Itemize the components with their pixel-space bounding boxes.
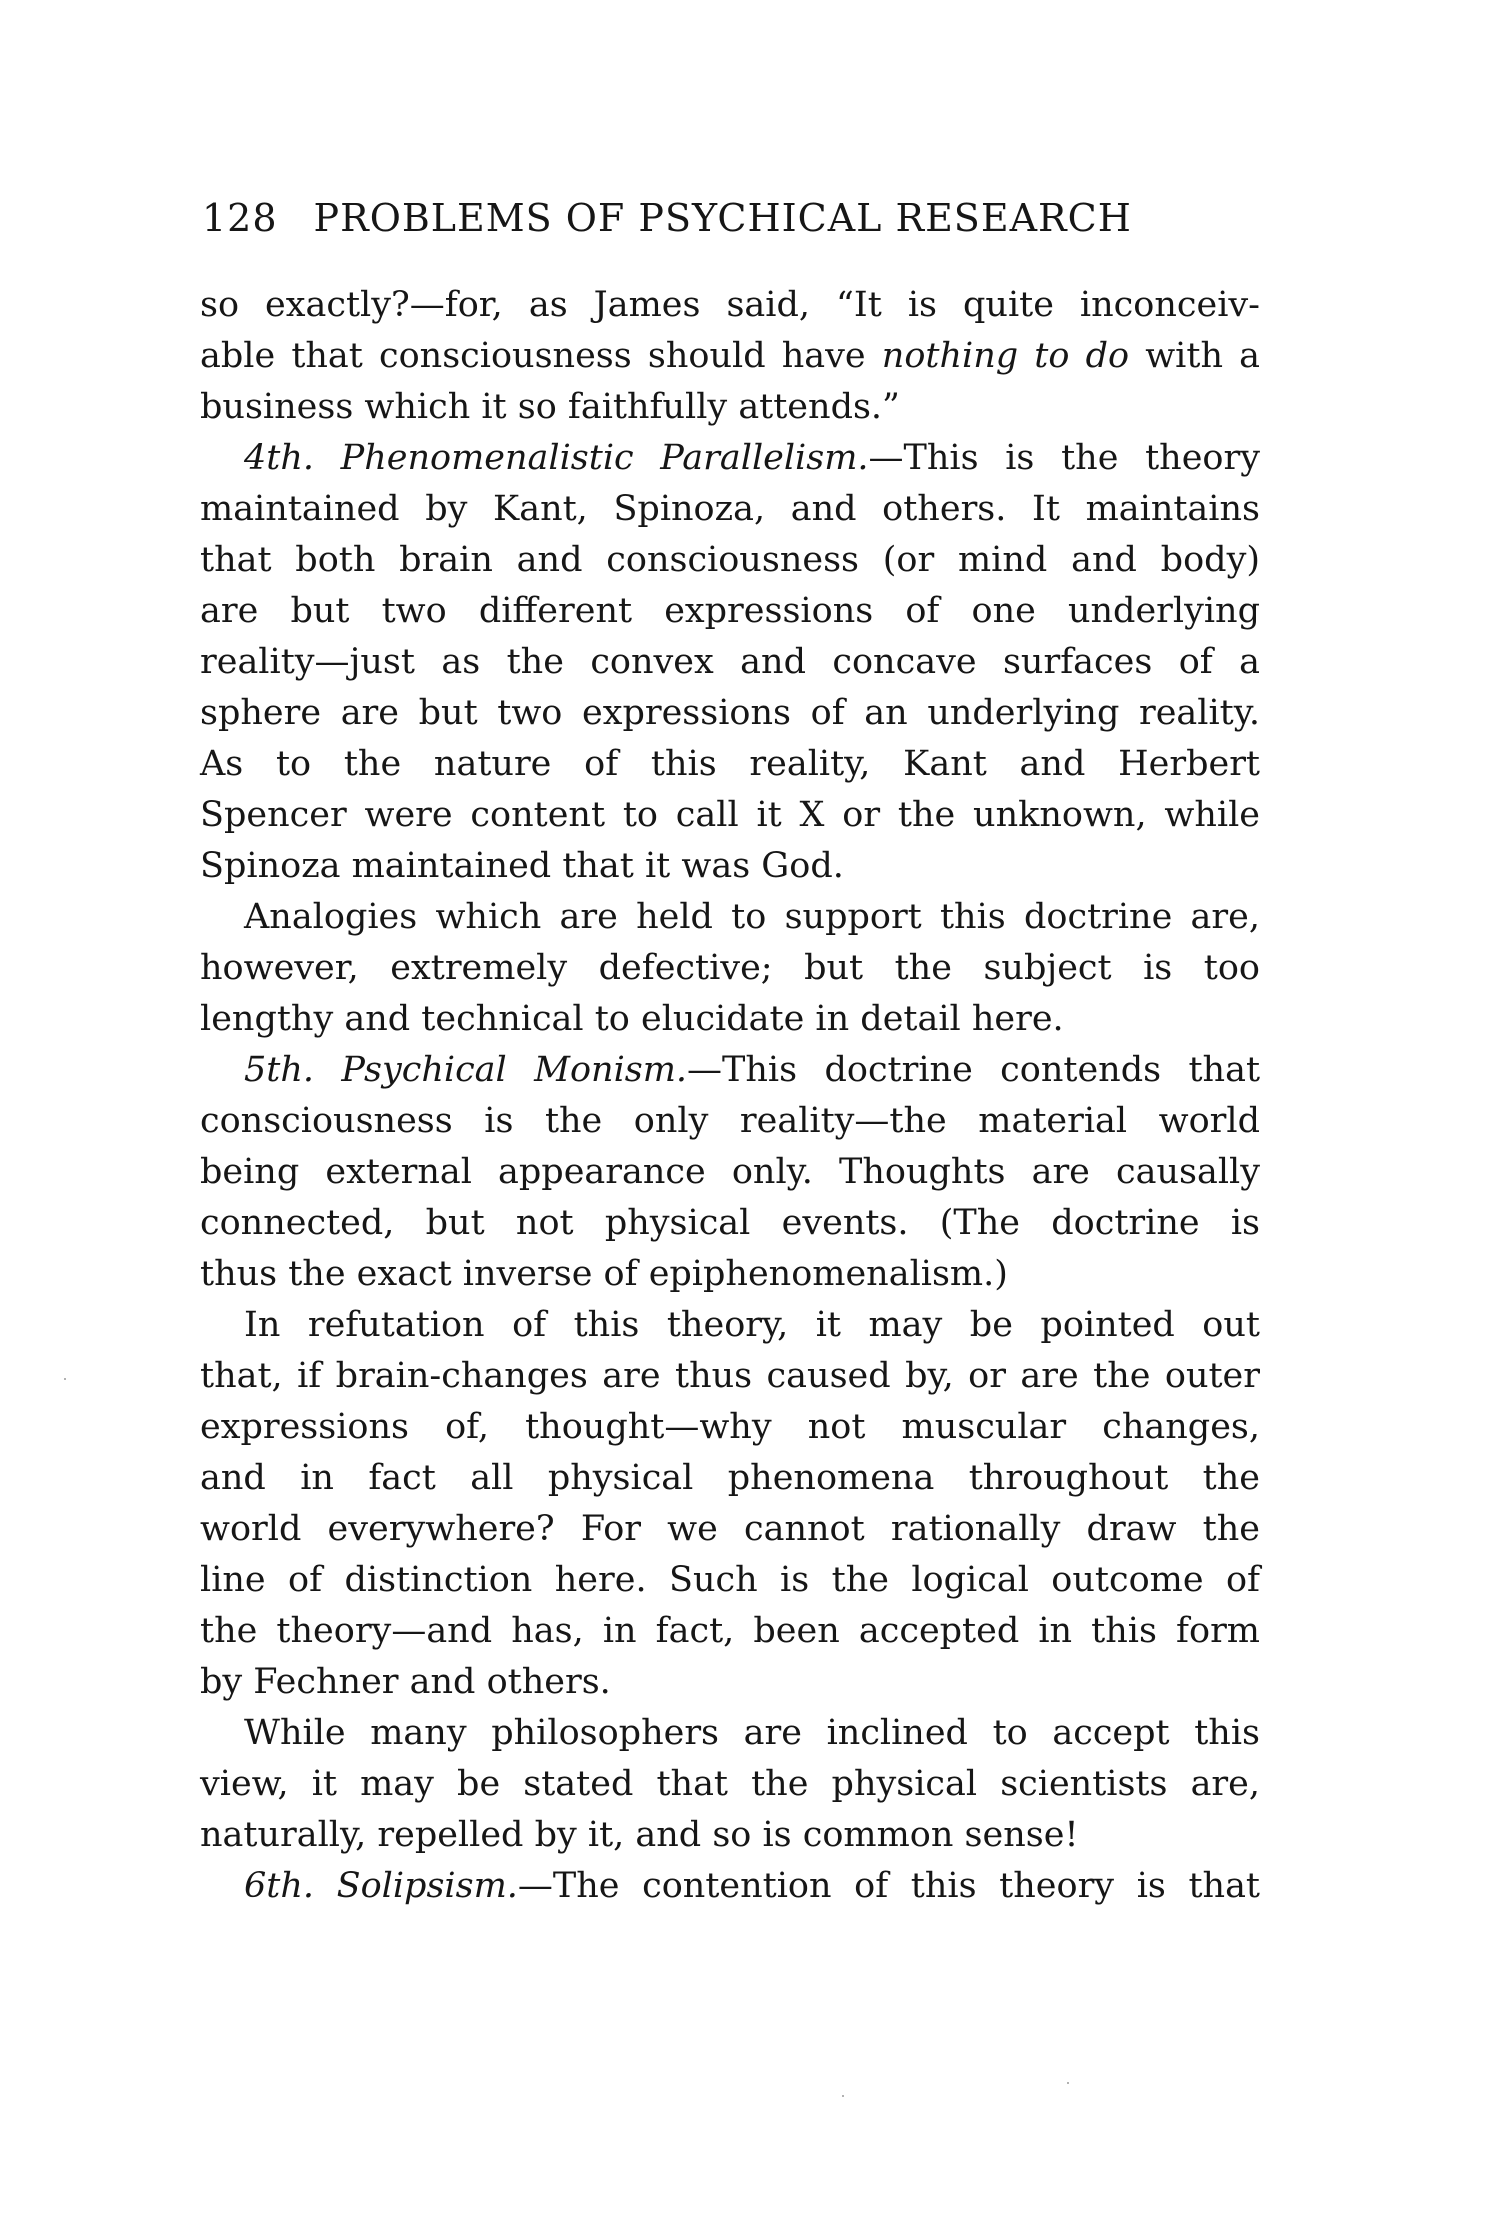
page-number: 128 [202, 196, 278, 240]
section-heading-line: 4th. Phenomenalistic Parallelism.—This is the theory [244, 438, 1260, 478]
text-line: expressions of, thought—why not muscular changes, [200, 1407, 1260, 1447]
text-line: business which it so faithfully attends.” [200, 387, 900, 427]
text-line: view, it may be stated that the physical scientists are, [200, 1764, 1260, 1804]
section-heading: 6th. Solipsism. [244, 1866, 518, 1906]
text-line: connected, but not physical events. (The doctrine is [200, 1203, 1260, 1243]
text-line: As to the nature of this reality, Kant and Herbert [200, 744, 1260, 784]
running-title: PROBLEMS OF PSYCHICAL RESEARCH [313, 196, 1132, 240]
section-heading: 4th. Phenomenalistic Parallelism. [244, 438, 869, 478]
text-line: Spinoza maintained that it was God. [200, 846, 844, 886]
paragraph-start-line: In refutation of this theory, it may be pointed out [244, 1305, 1260, 1345]
text-line: that both brain and consciousness (or mind and body) [200, 540, 1260, 580]
text-line: reality—just as the convex and concave surfaces of a [200, 642, 1260, 682]
italic-emphasis: nothing to do [881, 336, 1130, 376]
paper-speck [1067, 2082, 1069, 2084]
paragraph-start-line: While many philosophers are inclined to accept this [244, 1713, 1260, 1753]
text-line: being external appearance only. Thoughts are causally [200, 1152, 1260, 1192]
body-text [200, 280, 1260, 1912]
text-line: thus the exact inverse of epiphenomenalism.) [200, 1254, 1008, 1294]
text-line: lengthy and technical to elucidate in detail here. [200, 999, 1064, 1039]
paper-speck [842, 2095, 844, 2097]
section-heading-line: 6th. Solipsism.—The contention of this theory is that [244, 1866, 1261, 1906]
running-header [202, 196, 1262, 256]
text-line: sphere are but two expressions of an underlying reality. [200, 693, 1260, 733]
text-line: world everywhere? For we cannot rationally draw the [200, 1509, 1260, 1549]
text-line: naturally, repelled by it, and so is common sense! [200, 1815, 1079, 1855]
text-line: so exactly?—for, as James said, “It is quite inconceiv- [200, 285, 1260, 325]
text-line: and in fact all physical phenomena throughout the [200, 1458, 1260, 1498]
text-line: by Fechner and others. [200, 1662, 611, 1702]
text-line: however, extremely defective; but the subject is too [200, 948, 1260, 988]
section-heading: 5th. Psychical Monism. [244, 1050, 688, 1090]
paragraph-start-line: Analogies which are held to support this doctrine are, [244, 897, 1260, 937]
text-line: line of distinction here. Such is the logical outcome of [200, 1560, 1260, 1600]
text-line: Spencer were content to call it X or the unknown, while [200, 795, 1260, 835]
text-line: maintained by Kant, Spinoza, and others. It maintains [200, 489, 1260, 529]
text-line: able that consciousness should have nothing to do with a [200, 336, 1260, 376]
text-line: consciousness is the only reality—the material world [200, 1101, 1260, 1141]
paper-speck [64, 1378, 66, 1380]
text-line: that, if brain-changes are thus caused by, or are the outer [200, 1356, 1260, 1396]
text-line: are but two different expressions of one underlying [200, 591, 1260, 631]
section-heading-line: 5th. Psychical Monism.—This doctrine contends that [244, 1050, 1261, 1090]
text-line: the theory—and has, in fact, been accepted in this form [200, 1611, 1260, 1651]
